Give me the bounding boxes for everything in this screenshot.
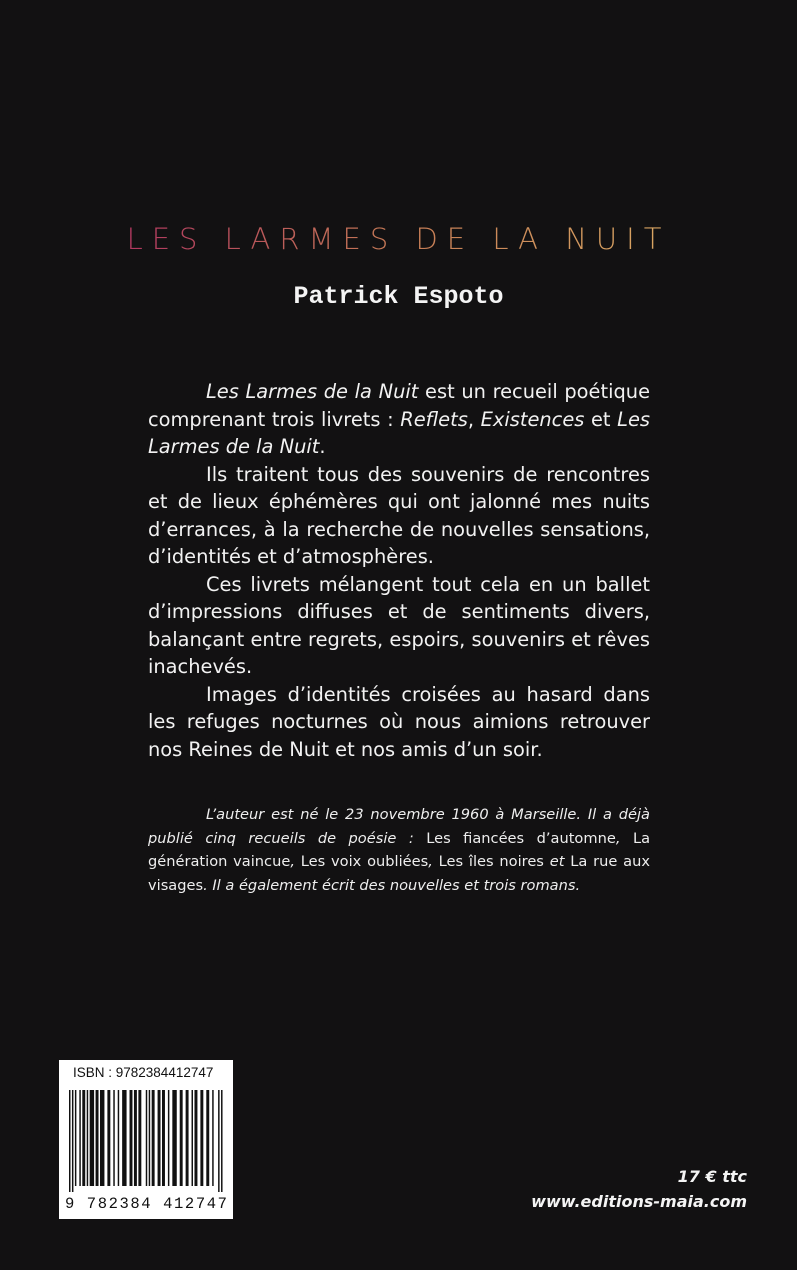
barcode-bar xyxy=(206,1090,209,1186)
bio-book-title: Les fiancées d’automne xyxy=(426,829,616,847)
bio-book-title: Les voix oubliées xyxy=(300,853,429,870)
blurb-paragraph-4: Images d’identités croisées au hasard dans les refuges nocturnes où nous aimions retrouver nos Reines de Nuit et nos amis d’un soir. xyxy=(148,682,650,761)
barcode-bar xyxy=(118,1090,119,1186)
barcode-bar xyxy=(152,1090,155,1186)
barcode-bar xyxy=(194,1090,197,1186)
barcode-bar xyxy=(82,1090,85,1186)
bio-book-title: La rue aux visages xyxy=(148,853,650,894)
barcode-bar xyxy=(130,1090,133,1186)
barcode-bar xyxy=(200,1090,203,1186)
blurb-italic: Les Larmes de la Nuit xyxy=(148,407,650,458)
bio-book-title: La génération vaincue xyxy=(148,829,651,870)
bio-italic: , xyxy=(428,853,439,870)
barcode-bar xyxy=(72,1090,73,1192)
barcode-bar xyxy=(149,1090,150,1186)
barcode-bar xyxy=(158,1090,161,1186)
blurb-paragraph-2: Ils traitent tous des souvenirs de rencontres et de lieux éphémères qui ont jalonné mes nuits d’errances, à la recherche de nouvelles sensations, d’identités et d’atmosphères. xyxy=(148,462,650,568)
barcode-bar xyxy=(96,1090,99,1186)
blurb-text: est un recueil poétique comprenant trois livrets : xyxy=(148,380,650,431)
bio-italic: et xyxy=(543,853,571,870)
barcode-bar xyxy=(87,1090,88,1186)
bio-italic: , xyxy=(615,829,633,847)
barcode-bar xyxy=(172,1090,176,1186)
isbn-barcode xyxy=(59,1060,233,1219)
book-title xyxy=(0,222,797,256)
blurb-italic: Reflets xyxy=(400,407,468,431)
barcode-bar xyxy=(122,1090,126,1186)
barcode-bar xyxy=(168,1090,169,1186)
barcode-bar xyxy=(192,1090,193,1186)
barcode-bar xyxy=(100,1090,104,1186)
barcode-bar xyxy=(162,1090,165,1186)
blurb-italic: Existences xyxy=(480,407,585,431)
blurb-italic: Les Larmes de la Nuit xyxy=(206,380,419,403)
bio-book-title: Les îles noires xyxy=(438,853,544,870)
barcode-bar xyxy=(146,1090,147,1186)
barcode-bar xyxy=(212,1090,213,1186)
isbn-digits: 9 782384 412747 xyxy=(65,1195,229,1213)
book-title-text: LES LARMES DE LA NUIT xyxy=(126,222,671,256)
blurb-text: . xyxy=(319,435,326,458)
barcode-bars-icon xyxy=(69,1090,224,1192)
author-name: Patrick Espoto xyxy=(293,282,504,311)
back-cover-blurb xyxy=(148,378,650,763)
isbn-label: ISBN : 9782384412747 xyxy=(73,1065,214,1080)
barcode-bar xyxy=(75,1090,76,1186)
barcode-bar xyxy=(69,1090,70,1192)
barcode-bar xyxy=(180,1090,183,1186)
blurb-paragraph-1 xyxy=(148,378,650,461)
barcode-bar xyxy=(113,1090,114,1186)
blurb-paragraph-3: Ces livrets mélangent tout cela en un ballet d’impressions diffuses et de sentiments divers, balançant entre regrets, espoirs, souvenirs et rêves inachevés. xyxy=(148,572,650,678)
blurb-text: , xyxy=(467,407,481,431)
barcode-bar xyxy=(218,1090,219,1192)
barcode-bar xyxy=(138,1090,141,1186)
barcode-bar xyxy=(134,1090,137,1186)
bio-italic: . Il a également écrit des nouvelles et trois romans. xyxy=(203,876,581,894)
barcode-bar xyxy=(186,1090,189,1186)
author-bio xyxy=(148,803,650,897)
bio-italic: L’auteur est né le 23 novembre 1960 à Marseille. Il a déjà publié cinq recueils de poésie : xyxy=(148,806,650,847)
barcode-bar xyxy=(79,1090,80,1186)
barcode-bar xyxy=(90,1090,94,1186)
blurb-text: et xyxy=(584,407,618,431)
barcode-bar xyxy=(221,1090,222,1192)
publisher-website: www.editions-maia.com xyxy=(531,1192,747,1211)
barcode-bar xyxy=(107,1090,110,1186)
bio-italic: , xyxy=(290,853,301,870)
price: 17 € ttc xyxy=(677,1167,747,1186)
